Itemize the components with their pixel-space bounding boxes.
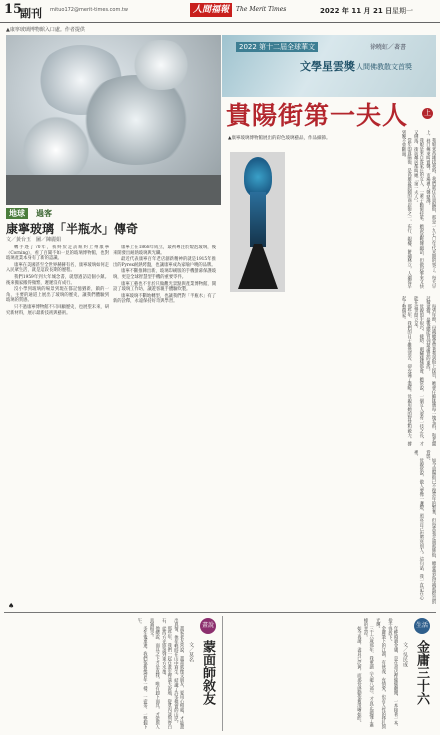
article-body-col-2 <box>113 245 216 605</box>
newspaper-logo-english: The Merit Times <box>236 6 287 13</box>
feature-paragraph: 我娘是來自客家庄的女人，一輩子勤儉持家。她說話輕聲細語，但做起事來又快又俐落，街坊鄰居都叫她「第一夫人」。 <box>413 130 424 289</box>
award-subtitle: 2022 第十二屆全球華文 <box>236 42 318 52</box>
feature-body-lower <box>222 450 436 605</box>
article-paragraph: 轉手逐了70年，我終於走訪紐約上州康寧（Corning），看了百聞不如一見的玻璃博物館，也對玻璃產業本身有了新的認識。 <box>6 245 109 262</box>
feature-title: 貴陽街第一夫人 <box>226 101 409 130</box>
column-body-left <box>6 618 184 730</box>
feature-paragraph: 如今貴陽街已不復當年的繁華，但每當我走過那條街，總會想起母親那挺直的背影。 <box>425 450 436 605</box>
column-author-left: 文／莫名 <box>188 642 194 662</box>
feature-paragraph: 母親常說，做人要像一盞燈，照亮自己也照亮別人。這句話，我一直記在心裡。 <box>413 450 424 600</box>
column-paragraph: 那些年，我們一起在畫室裡談天說地，從莫內談到齊白石，從西方光影談到東方水墨。 <box>161 618 172 730</box>
column-title-right: 金庸三十六 <box>414 640 429 705</box>
feature-paragraph: 每到年節，母親總會帶著我到街上採買，她會仔細挑選每一塊布料，和老闆討價還價，最後總能買到最滿意的東西。 <box>425 296 436 446</box>
article-paragraph: 康寧不斷推陳出新，玻璃印刷版的手機螢幕保護玻璃，更是全球智慧型手機的重要零件。 <box>113 269 216 280</box>
award-category: 人間佛教散文首獎 <box>356 63 412 71</box>
article-paragraph: 只不過康寧博物館不只回顧歷史，也展望未來，研究新材料，展示最新技術與藝術。 <box>6 304 109 316</box>
top-image-caption: ▲康寧玻璃博物館入口處。作者提供 <box>6 27 85 33</box>
feature-body-upper <box>288 130 436 292</box>
feature-paragraph: 當年的貴陽街，是高雄最熱鬧的商店街之一，布行、銀樓、餅舖林立，人潮從早到晚不曾斷過。 <box>401 130 412 289</box>
newspaper-logo: 人間福報 <box>190 3 232 17</box>
column-title-left: 蒙面師敘友 <box>200 640 215 705</box>
column-paragraph: 畫家老友常說，畫畫就像交朋友，要用心相處，才能畫出真情。他年輕時在山中寫生，結識了許多樸實的山民。 <box>173 618 184 730</box>
end-mark-icon: ♠ <box>8 602 15 610</box>
feature-paragraph: 我娘來高雄找我時，我們就住在貴陽街，那是一九七〇年代末期的事了。每天早上，巷口傳來叫賣聲，市場裡人聲鼎沸。 <box>425 130 436 289</box>
figure-caption: ▲康寧玻璃博物館展出的彩色玻璃藝品，作品細節。 <box>228 136 331 141</box>
article-paragraph: 康寧玻璃不斷地轉型，也讓我們對「半瓶水」有了新的詮釋，永遠保持好奇與學習。 <box>113 293 216 305</box>
column-paragraph: 年輕時讀金庸，是在書店裡偷偷翻閱，一本接著一本，捨不得放下。 <box>387 618 398 730</box>
article-byline: 文／黃台玉 圖／陳麗娟 <box>6 237 62 243</box>
article-body-col-1 <box>6 245 109 605</box>
column-paragraph: 多年後重逢，我們依舊像當年一樣，一壺茶，一整個下午。 <box>136 618 148 730</box>
bottom-divider <box>4 612 436 613</box>
article-paragraph: 我們1959年到大年城念書，就想過訪這個小鎮。後來搬家搬得頻繁，遲遲沒有成行。 <box>6 274 109 286</box>
column-body-right <box>226 618 398 730</box>
article-paragraph: 康寧工藝也不甘於只做觀光景點與產業博物館，開設了玻璃工作坊，讓遊客親手體驗吹製。 <box>113 281 216 293</box>
column-paragraph: 金庸筆下的江湖，有俠義、有情愛，也有人性的掙扎與光輝。 <box>375 618 386 730</box>
article-paragraph: 康寧上在1868年成立，最初專注於燈泡玻璃，後來開發出耐熱玻璃與光纖。 <box>113 245 216 256</box>
glass-sculpture-photo <box>6 35 221 205</box>
column-paragraph: 如今再讀，書頁已泛黃，而那份感動依舊清晰如昨。 <box>356 626 362 725</box>
section-tag-sub: 過客 <box>36 209 52 218</box>
column-paragraph: 三十六歲那年，我重讀《天龍八部》，才真正讀懂了蕭峰的悲涼。 <box>363 618 374 728</box>
award-name: 文學星雲獎 <box>300 60 355 73</box>
article-headline: 康寧玻璃「半瓶水」傳奇 <box>6 222 139 236</box>
column-label-right: 生活 <box>414 618 430 634</box>
feature-paragraph: 那些年，我們的日子雖然清苦，卻充滿了溫暖。母親用她的智慧和毅力，撐起了整個家。 <box>401 296 412 446</box>
article-paragraph: 最近代表康寧百年老店創新精神的就是1915年推出的Pyrex耐熱烤盤，也讓康寧成為家喻戶曉的品牌。 <box>113 257 216 268</box>
article-paragraph: 康寧在美國甚至全世界赫赫有名，康寧玻璃如何走入民眾生活，就是這段長期的歷程。 <box>6 262 109 274</box>
article-paragraph: 沒小學到玻璃的場景到現在都記憶猶新，鎮的一角，主要的通道上展出了玻璃的歷史，讓我們體驗到玻璃的質感。 <box>6 287 109 304</box>
page-number: 15 <box>4 2 23 17</box>
column-paragraph: 他總說，面具之下才是真我，唯有卸下面具，才能與人真誠相交。 <box>149 618 160 730</box>
costume-figure-photo <box>230 152 285 292</box>
column-author-right: 文／吳民成 <box>402 642 408 667</box>
part-marker: 上 <box>424 109 431 117</box>
feature-paragraph: 母親的手很巧，縫紉、刺繡樣樣都會。她常說，一個女人要有一技之長，才能在這世間立足。 <box>413 296 424 446</box>
section-name: 副刊 <box>20 7 42 20</box>
column-label-left: 畫說 <box>200 618 216 634</box>
bottom-column-divider <box>222 616 223 731</box>
issue-date: 2022 年 11 月 21 日 <box>320 7 393 15</box>
issue-weekday: 星期一 <box>392 7 413 15</box>
section-tag: 地球 <box>6 208 28 219</box>
feature-body-middle <box>222 296 436 446</box>
award-author: 徐曉虹／著書 <box>370 44 407 51</box>
contact-email: mituo172@merit-times.com.tw <box>50 7 128 13</box>
